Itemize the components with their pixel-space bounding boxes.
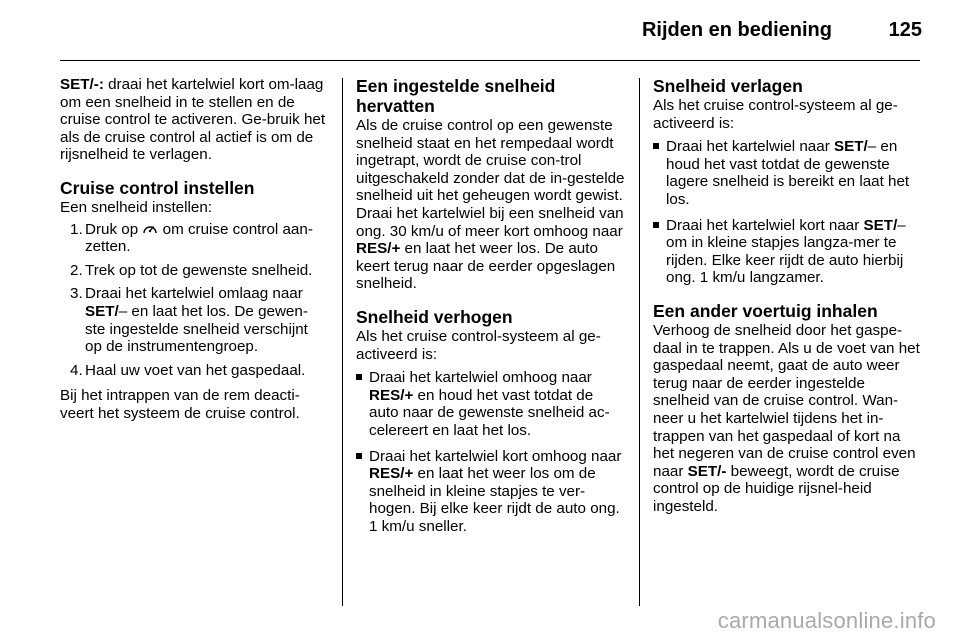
item-text: en houd het vast totdat de auto naar de gewenste snelheid ac-celereert en laat het los. (369, 386, 610, 439)
list-item (60, 362, 328, 380)
list-item (60, 285, 328, 355)
bullet-square-icon (653, 222, 659, 228)
list-item (653, 217, 923, 287)
term-set: SET/ (863, 216, 898, 234)
column-1 (60, 76, 328, 432)
heading-voertuig-inhalen: Een ander voertuig inhalen (653, 300, 878, 321)
bullet-square-icon (356, 374, 362, 380)
list-item (356, 369, 626, 439)
column-divider (342, 78, 343, 606)
step-text: om cruise control aan-zetten. (85, 220, 313, 256)
paragraph-text: Verhoog de snelheid door het gaspe-daal in te trappen. Als u de voet van het gaspedaal neemt, gaat de auto weer terug naar de eerder ingestelde snelheid van de cruise control. Wan-neer u het kartelwiel tijdens het in-trappen van het gaspedaal of kort na het negeren van de cruise control even naar (653, 321, 920, 480)
list-item (60, 262, 328, 280)
decrease-list (653, 138, 923, 287)
step-number: 1. (70, 220, 83, 238)
set-minus-paragraph (60, 76, 328, 164)
step-text: – en laat het los. De gewen-ste ingestelde snelheid verschijnt op de instrumentengroep. (85, 302, 308, 356)
brake-paragraph: Bij het intrappen van de rem deacti-veert het systeem de cruise control. (60, 387, 300, 422)
bullet-square-icon (653, 143, 659, 149)
column-2 (356, 76, 626, 543)
paragraph-text: beweegt, wordt de cruise control op de huidige rijsnel-heid ingesteld. (653, 462, 900, 515)
bullet-square-icon (356, 453, 362, 459)
heading-snelheid-verlagen: Snelheid verlagen (653, 76, 803, 96)
item-text: Draai het kartelwiel naar (666, 138, 834, 156)
overtake-paragraph (653, 322, 923, 516)
heading-snelheid-hervatten: Een ingestelde snelheid hervatten (356, 76, 556, 116)
paragraph-text: draai het kartelwiel kort om-laag om een snelheid in te stellen en de cruise control te activeren. Ge-bruik het als de cruise control al actief is om de rijsnelheid te verlagen. (60, 76, 326, 164)
list-item (60, 221, 328, 256)
decrease-intro: Als het cruise control-systeem al ge-activeerd is: (653, 97, 898, 132)
column-divider (639, 78, 640, 606)
term-res-plus: RES/+ (369, 386, 414, 404)
section-title: Rijden en bediening (641, 19, 832, 41)
item-text: – om in kleine stapjes langza-mer te rijden. Elke keer rijdt de auto hierbij ong. 1 km/u langzamer. (666, 216, 906, 287)
header-rule (60, 60, 920, 61)
item-text: Draai het kartelwiel omhoog naar (369, 369, 592, 387)
heading-snelheid-verhogen: Snelheid verhogen (356, 306, 513, 327)
term-res-plus: RES/+ (369, 465, 414, 483)
term-set-minus: SET/-: (60, 76, 104, 93)
watermark: carmanualsonline.info (717, 608, 936, 633)
step-number: 3. (70, 285, 83, 303)
intro-text: Een snelheid instellen: (60, 198, 212, 216)
term-set: SET/ (85, 302, 119, 320)
step-number: 2. (70, 261, 83, 279)
paragraph-text: en laat het weer los. De auto keert terug naar de eerder opgeslagen snelheid. (356, 240, 616, 293)
step-text: Trek op tot de gewenste snelheid. (85, 261, 313, 279)
paragraph-text: Als de cruise control op een gewenste snelheid staat en het rempedaal wordt ingetrapt, wordt de cruise con-trol uitgeschakeld zonder dat de in-gestelde snelheid uit het geheugen wordt gewist. Draai het kartelwiel bij een snelheid van ong. 30 km/u of meer kort omhoog naar (356, 117, 625, 240)
term-res-plus: RES/+ (356, 240, 401, 258)
step-text: Haal uw voet van het gaspedaal. (85, 361, 306, 379)
page-header (0, 0, 960, 62)
page-number: 125 (888, 19, 922, 41)
increase-list (356, 369, 626, 535)
item-text: – en houd het vast totdat de gewenste lagere snelheid is bereikt en laat het los. (666, 138, 910, 208)
list-item (356, 448, 626, 536)
heading-cruise-control-instellen: Cruise control instellen (60, 177, 255, 198)
step-number: 4. (70, 361, 83, 379)
increase-intro: Als het cruise control-systeem al ge-activeerd is: (356, 327, 601, 363)
item-text: Draai het kartelwiel kort omhoog naar (369, 447, 622, 465)
item-text: Draai het kartelwiel kort naar (666, 216, 864, 234)
item-text: en laat het weer los om de snelheid in kleine stapjes te ver-hogen. Bij elke keer rijdt de auto ong. 1 km/u sneller. (369, 465, 620, 535)
cruise-control-icon (142, 222, 158, 236)
term-set: SET/ (833, 138, 868, 156)
resume-paragraph (356, 117, 626, 293)
step-text: Druk op (85, 220, 143, 238)
term-set-minus: SET/- (687, 462, 727, 480)
list-item (653, 138, 923, 208)
step-text: Draai het kartelwiel omlaag naar (85, 285, 303, 303)
column-3 (653, 76, 923, 524)
steps-list (60, 221, 328, 380)
